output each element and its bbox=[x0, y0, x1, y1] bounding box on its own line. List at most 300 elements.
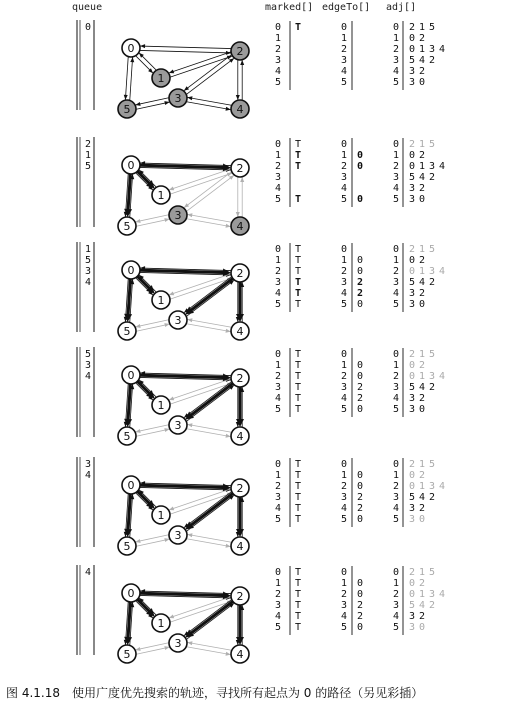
adj-entry: 0 bbox=[409, 255, 416, 266]
adj-entry: 0 bbox=[409, 266, 416, 277]
node-label: 3 bbox=[174, 314, 182, 327]
edge-arrowhead bbox=[135, 429, 140, 433]
edgeto-index: 1 bbox=[340, 33, 347, 44]
adj-index: 4 bbox=[392, 393, 399, 404]
edge-arrowhead bbox=[130, 57, 134, 62]
marked-index: 4 bbox=[274, 611, 281, 622]
edge-arrowhead bbox=[187, 318, 192, 322]
node-label: 0 bbox=[127, 42, 135, 55]
edge-arrowhead bbox=[164, 646, 169, 650]
adj-entry: 1 bbox=[419, 44, 426, 55]
adj-entry: 1 bbox=[419, 266, 426, 277]
edge-line bbox=[135, 535, 168, 542]
adj-index: 0 bbox=[392, 139, 399, 150]
edgeto-value: 2 bbox=[357, 277, 364, 288]
adj-entry: 2 bbox=[419, 611, 426, 622]
edgeto-value: 0 bbox=[357, 404, 364, 415]
edgeto-index: 2 bbox=[340, 589, 347, 600]
graph-node-2 bbox=[231, 369, 249, 387]
adj-entry: 4 bbox=[419, 55, 426, 66]
node-label: 2 bbox=[236, 162, 244, 175]
queue-entry: 3 bbox=[85, 266, 92, 277]
node-label: 1 bbox=[157, 72, 165, 85]
adj-entry: 2 bbox=[429, 277, 436, 288]
adj-entry: 4 bbox=[419, 172, 426, 183]
edgeto-index: 4 bbox=[340, 393, 347, 404]
tree-edge bbox=[140, 593, 227, 595]
edge-arrowhead bbox=[225, 329, 230, 333]
edgeto-index: 2 bbox=[340, 371, 347, 382]
graph-node-4 bbox=[231, 100, 249, 118]
edgeto-index: 2 bbox=[340, 44, 347, 55]
tree-edge bbox=[188, 383, 232, 417]
adj-entry: 2 bbox=[419, 470, 426, 481]
node-label: 3 bbox=[174, 92, 182, 105]
state-table bbox=[275, 243, 445, 312]
edgeto-value: 2 bbox=[357, 393, 364, 404]
edge-line bbox=[186, 539, 230, 547]
adj-entry: 1 bbox=[419, 22, 426, 33]
marked-value: T bbox=[295, 600, 302, 611]
graph-node-5 bbox=[118, 427, 136, 445]
edge-line bbox=[136, 647, 169, 654]
node-label: 3 bbox=[174, 419, 182, 432]
graph-node-0 bbox=[122, 156, 140, 174]
marked-index: 1 bbox=[274, 360, 281, 371]
adj-entry: 4 bbox=[419, 492, 426, 503]
edge-line bbox=[187, 424, 231, 432]
adj-index: 4 bbox=[392, 66, 399, 77]
marked-value: T bbox=[295, 393, 302, 404]
edge-line bbox=[135, 215, 168, 222]
node-label: 0 bbox=[127, 479, 135, 492]
trace-step-4 bbox=[77, 457, 445, 555]
marked-value: T bbox=[295, 288, 302, 299]
adj-index: 2 bbox=[392, 371, 399, 382]
adj-index: 2 bbox=[392, 589, 399, 600]
adj-entry: 3 bbox=[429, 589, 436, 600]
adj-entry: 0 bbox=[409, 481, 416, 492]
node-label: 5 bbox=[123, 648, 131, 661]
edge-arrowhead bbox=[225, 544, 230, 548]
marked-index: 1 bbox=[274, 150, 281, 161]
edge-arrowhead bbox=[135, 324, 140, 328]
queue-entry: 3 bbox=[85, 360, 92, 371]
graph-node-1 bbox=[152, 186, 170, 204]
edge-line bbox=[136, 102, 169, 109]
adj-entry: 2 bbox=[409, 459, 416, 470]
adj-entry: 0 bbox=[419, 77, 426, 88]
adj-entry: 4 bbox=[439, 44, 446, 55]
graph-node-5 bbox=[118, 645, 136, 663]
marked-index: 5 bbox=[274, 622, 281, 633]
adj-entry: 0 bbox=[419, 299, 426, 310]
edge-arrowhead bbox=[169, 69, 174, 73]
adj-index: 5 bbox=[392, 77, 399, 88]
adj-index: 2 bbox=[392, 44, 399, 55]
adj-index: 3 bbox=[392, 172, 399, 183]
edge-line bbox=[186, 647, 230, 655]
adj-entry: 5 bbox=[409, 277, 416, 288]
adj-index: 5 bbox=[392, 514, 399, 525]
adj-entry: 0 bbox=[409, 470, 416, 481]
node-label: 2 bbox=[236, 45, 244, 58]
marked-value: T bbox=[295, 22, 302, 33]
node-label: 1 bbox=[157, 189, 165, 202]
node-label: 5 bbox=[123, 325, 131, 338]
marked-value: T bbox=[295, 589, 302, 600]
adj-index: 1 bbox=[392, 578, 399, 589]
edgeto-index: 4 bbox=[340, 503, 347, 514]
edgeto-index: 0 bbox=[340, 349, 347, 360]
marked-value: T bbox=[295, 194, 302, 205]
edge-arrowhead bbox=[164, 538, 169, 542]
adj-index: 1 bbox=[392, 360, 399, 371]
adj-entry: 2 bbox=[409, 139, 416, 150]
node-label: 0 bbox=[127, 587, 135, 600]
graph-node-4 bbox=[231, 427, 249, 445]
adj-header: adj[] bbox=[386, 2, 417, 13]
edge-arrowhead bbox=[169, 186, 174, 190]
adj-entry: 5 bbox=[429, 459, 436, 470]
edgeto-value: 0 bbox=[357, 622, 364, 633]
edge-arrowhead bbox=[187, 641, 192, 645]
adj-index: 1 bbox=[392, 150, 399, 161]
adj-entry: 5 bbox=[409, 492, 416, 503]
marked-index: 0 bbox=[274, 244, 281, 255]
marked-value: T bbox=[295, 470, 302, 481]
adj-index: 5 bbox=[392, 299, 399, 310]
queue-entry: 4 bbox=[85, 371, 92, 382]
adj-entry: 1 bbox=[419, 459, 426, 470]
graph-node-4 bbox=[231, 645, 249, 663]
edge-arrowhead bbox=[187, 213, 192, 217]
edge-line bbox=[186, 102, 230, 110]
edgeto-value: 0 bbox=[357, 481, 364, 492]
graph-node-1 bbox=[152, 291, 170, 309]
edge-line bbox=[186, 429, 230, 437]
marked-value: T bbox=[295, 150, 302, 161]
marked-index: 4 bbox=[274, 183, 281, 194]
edge-line bbox=[186, 324, 230, 332]
marked-index: 2 bbox=[274, 481, 281, 492]
marked-value: T bbox=[295, 371, 302, 382]
queue-entry: 4 bbox=[85, 567, 92, 578]
node-label: 5 bbox=[123, 220, 131, 233]
graph-node-1 bbox=[152, 396, 170, 414]
edge-arrowhead bbox=[135, 219, 140, 223]
edge-arrowhead bbox=[164, 428, 169, 432]
adj-entry: 2 bbox=[419, 578, 426, 589]
marked-index: 1 bbox=[274, 33, 281, 44]
node-label: 1 bbox=[157, 294, 165, 307]
edge-line bbox=[187, 534, 231, 542]
adj-index: 0 bbox=[392, 349, 399, 360]
queue-entry: 3 bbox=[85, 459, 92, 470]
node-label: 5 bbox=[123, 103, 131, 116]
edge-arrowhead bbox=[169, 506, 174, 510]
edge-arrowhead bbox=[225, 224, 230, 228]
adj-index: 1 bbox=[392, 470, 399, 481]
trace-step-2 bbox=[77, 242, 445, 340]
edgeto-index: 3 bbox=[340, 382, 347, 393]
adj-entry: 5 bbox=[429, 244, 436, 255]
marked-value: T bbox=[295, 611, 302, 622]
marked-value: T bbox=[295, 139, 302, 150]
marked-index: 5 bbox=[274, 77, 281, 88]
adj-index: 4 bbox=[392, 288, 399, 299]
adj-index: 2 bbox=[392, 481, 399, 492]
edge-line bbox=[125, 57, 128, 100]
marked-index: 3 bbox=[274, 172, 281, 183]
queue-entry: 5 bbox=[85, 161, 92, 172]
edge-line bbox=[130, 57, 133, 100]
marked-header: marked[] bbox=[265, 2, 314, 13]
adj-entry: 5 bbox=[409, 55, 416, 66]
edge-arrowhead bbox=[184, 203, 189, 208]
adj-entry: 4 bbox=[439, 161, 446, 172]
edge-line bbox=[187, 642, 231, 650]
edge-line bbox=[187, 214, 231, 222]
adj-index: 3 bbox=[392, 600, 399, 611]
graph-node-0 bbox=[122, 476, 140, 494]
node-label: 3 bbox=[174, 209, 182, 222]
trace-panels bbox=[77, 20, 445, 663]
tree-edge bbox=[140, 165, 227, 167]
queue-entry: 1 bbox=[85, 150, 92, 161]
marked-value: T bbox=[295, 578, 302, 589]
edge-line bbox=[136, 429, 169, 436]
edgeto-index: 5 bbox=[340, 299, 347, 310]
queue-entry: 4 bbox=[85, 470, 92, 481]
adj-index: 5 bbox=[392, 194, 399, 205]
graph-node-0 bbox=[122, 39, 140, 57]
adj-entry: 4 bbox=[419, 277, 426, 288]
marked-index: 2 bbox=[274, 266, 281, 277]
edge-line bbox=[136, 324, 169, 331]
edgeto-index: 3 bbox=[340, 172, 347, 183]
node-label: 0 bbox=[127, 264, 135, 277]
edge-arrowhead bbox=[164, 323, 169, 327]
node-label: 4 bbox=[236, 540, 244, 553]
graph-node-0 bbox=[122, 366, 140, 384]
graph-node-5 bbox=[118, 322, 136, 340]
edgeto-value: 0 bbox=[357, 266, 364, 277]
queue-entry: 0 bbox=[85, 22, 92, 33]
marked-value: T bbox=[295, 514, 302, 525]
marked-index: 1 bbox=[274, 470, 281, 481]
node-label: 2 bbox=[236, 482, 244, 495]
edgeto-index: 5 bbox=[340, 194, 347, 205]
adj-entry: 1 bbox=[419, 139, 426, 150]
queue-entry: 5 bbox=[85, 349, 92, 360]
marked-index: 3 bbox=[274, 55, 281, 66]
queue-header: queue bbox=[72, 2, 103, 13]
edgeto-value: 0 bbox=[357, 589, 364, 600]
figure-caption: 图 4.1.18 使用广度优先搜索的轨迹，寻找所有起点为 0 的路径（另见彩插） bbox=[6, 686, 424, 700]
graph-node-3 bbox=[169, 634, 187, 652]
marked-value: T bbox=[295, 349, 302, 360]
graph-node-3 bbox=[169, 526, 187, 544]
adj-entry: 3 bbox=[409, 622, 416, 633]
adj-index: 0 bbox=[392, 459, 399, 470]
adj-entry: 5 bbox=[409, 600, 416, 611]
edge-line bbox=[140, 50, 231, 53]
graph-node-2 bbox=[231, 42, 249, 60]
adj-entry: 0 bbox=[409, 33, 416, 44]
graph-node-1 bbox=[152, 614, 170, 632]
edgeto-index: 3 bbox=[340, 492, 347, 503]
edge-arrowhead bbox=[187, 423, 192, 427]
graph-node-3 bbox=[169, 311, 187, 329]
adj-entry: 4 bbox=[439, 481, 446, 492]
adj-entry: 2 bbox=[409, 244, 416, 255]
marked-index: 4 bbox=[274, 288, 281, 299]
adj-entry: 0 bbox=[409, 589, 416, 600]
graph-node-5 bbox=[118, 537, 136, 555]
marked-index: 4 bbox=[274, 393, 281, 404]
marked-index: 4 bbox=[274, 66, 281, 77]
edgeto-index: 3 bbox=[340, 600, 347, 611]
adj-entry: 2 bbox=[429, 382, 436, 393]
marked-value: T bbox=[295, 266, 302, 277]
adj-entry: 3 bbox=[409, 194, 416, 205]
tree-edge bbox=[128, 494, 131, 533]
adj-index: 0 bbox=[392, 244, 399, 255]
edgeto-value: 2 bbox=[357, 503, 364, 514]
adj-entry: 1 bbox=[419, 481, 426, 492]
edgeto-index: 2 bbox=[340, 481, 347, 492]
adj-entry: 3 bbox=[409, 514, 416, 525]
node-label: 0 bbox=[127, 159, 135, 172]
edgeto-index: 3 bbox=[340, 277, 347, 288]
node-label: 2 bbox=[236, 590, 244, 603]
graph-node-3 bbox=[169, 89, 187, 107]
edge-arrowhead bbox=[164, 218, 169, 222]
marked-index: 3 bbox=[274, 277, 281, 288]
tree-edge bbox=[128, 384, 131, 423]
adj-index: 4 bbox=[392, 611, 399, 622]
graph-node-1 bbox=[152, 69, 170, 87]
edge-arrowhead bbox=[140, 44, 145, 48]
node-label: 1 bbox=[157, 399, 165, 412]
marked-index: 0 bbox=[274, 459, 281, 470]
adj-entry: 0 bbox=[419, 622, 426, 633]
adj-entry: 2 bbox=[419, 288, 426, 299]
tree-edge bbox=[188, 278, 232, 312]
adj-index: 0 bbox=[392, 22, 399, 33]
node-label: 1 bbox=[157, 509, 165, 522]
adj-entry: 2 bbox=[419, 393, 426, 404]
edge-arrowhead bbox=[164, 101, 169, 105]
node-label: 4 bbox=[236, 325, 244, 338]
graph-node-2 bbox=[231, 264, 249, 282]
adj-entry: 1 bbox=[419, 349, 426, 360]
adj-entry: 5 bbox=[409, 172, 416, 183]
adj-entry: 2 bbox=[419, 503, 426, 514]
adj-entry: 4 bbox=[439, 266, 446, 277]
edgeto-index: 0 bbox=[340, 244, 347, 255]
adj-entry: 3 bbox=[429, 161, 436, 172]
state-table bbox=[275, 21, 445, 90]
edgeto-value: 0 bbox=[357, 578, 364, 589]
adj-entry: 3 bbox=[409, 611, 416, 622]
queue-entry: 4 bbox=[85, 277, 92, 288]
adj-index: 3 bbox=[392, 492, 399, 503]
marked-value: T bbox=[295, 255, 302, 266]
edgeto-index: 1 bbox=[340, 360, 347, 371]
adj-entry: 2 bbox=[409, 22, 416, 33]
tree-edge bbox=[188, 493, 232, 527]
node-label: 5 bbox=[123, 430, 131, 443]
graph-node-4 bbox=[231, 537, 249, 555]
adj-entry: 2 bbox=[419, 66, 426, 77]
edge-arrowhead bbox=[187, 533, 192, 537]
adj-index: 5 bbox=[392, 622, 399, 633]
adj-entry: 3 bbox=[429, 44, 436, 55]
adj-entry: 1 bbox=[419, 244, 426, 255]
edge-line bbox=[187, 319, 231, 327]
marked-index: 3 bbox=[274, 382, 281, 393]
edgeto-index: 1 bbox=[340, 578, 347, 589]
queue-entry: 2 bbox=[85, 139, 92, 150]
edge-line bbox=[135, 98, 168, 105]
edgeto-value: 0 bbox=[357, 299, 364, 310]
edge-line bbox=[136, 539, 169, 546]
graph-node-4 bbox=[231, 322, 249, 340]
edgeto-index: 0 bbox=[340, 459, 347, 470]
marked-value: T bbox=[295, 622, 302, 633]
graph-node-5 bbox=[118, 100, 136, 118]
node-label: 2 bbox=[236, 372, 244, 385]
marked-index: 1 bbox=[274, 578, 281, 589]
edge-arrowhead bbox=[169, 291, 174, 295]
graph-node-2 bbox=[231, 479, 249, 497]
adj-entry: 4 bbox=[439, 371, 446, 382]
marked-index: 0 bbox=[274, 139, 281, 150]
marked-index: 1 bbox=[274, 255, 281, 266]
adj-entry: 2 bbox=[419, 183, 426, 194]
graph-node-1 bbox=[152, 506, 170, 524]
adj-entry: 3 bbox=[409, 503, 416, 514]
tree-edge bbox=[140, 270, 227, 272]
edge-arrowhead bbox=[225, 652, 230, 656]
adj-entry: 2 bbox=[419, 150, 426, 161]
edgeto-value: 0 bbox=[357, 194, 364, 205]
edgeto-value: 0 bbox=[357, 514, 364, 525]
adj-entry: 3 bbox=[409, 77, 416, 88]
edgeto-index: 2 bbox=[340, 266, 347, 277]
edgeto-index: 1 bbox=[340, 255, 347, 266]
edge-arrowhead bbox=[229, 175, 234, 180]
adj-entry: 2 bbox=[409, 567, 416, 578]
edgeto-index: 3 bbox=[340, 55, 347, 66]
adj-entry: 0 bbox=[419, 404, 426, 415]
adj-entry: 3 bbox=[409, 183, 416, 194]
graph-node-0 bbox=[122, 584, 140, 602]
adj-entry: 0 bbox=[409, 578, 416, 589]
node-label: 2 bbox=[236, 267, 244, 280]
adj-entry: 1 bbox=[419, 567, 426, 578]
queue-entry: 5 bbox=[85, 255, 92, 266]
trace-step-1 bbox=[77, 137, 445, 235]
edgeto-value: 2 bbox=[357, 600, 364, 611]
edgeto-value: 0 bbox=[357, 371, 364, 382]
marked-index: 0 bbox=[274, 22, 281, 33]
edgeto-value: 0 bbox=[357, 150, 364, 161]
node-label: 1 bbox=[157, 617, 165, 630]
tree-edge bbox=[140, 375, 227, 377]
